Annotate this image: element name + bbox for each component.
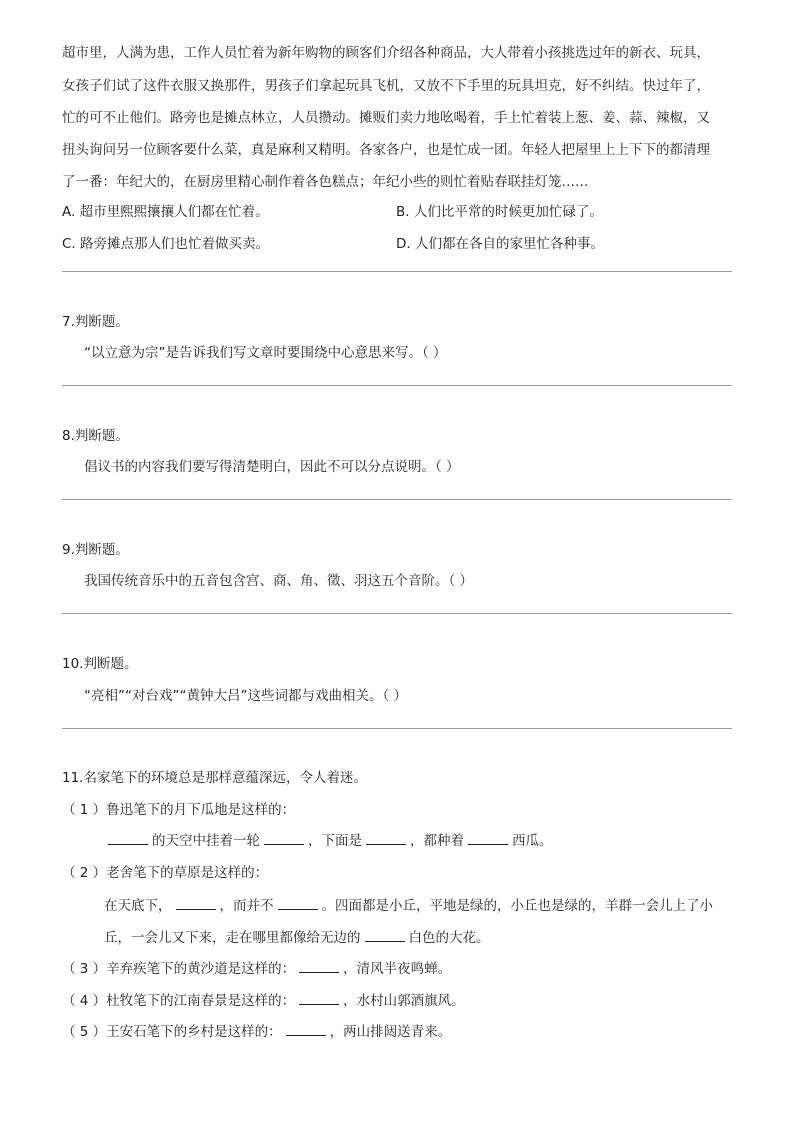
sub-question-label: （ 5 ）王安石笔下的乡村是这样的： — [62, 1024, 282, 1040]
question-title: 7.判断题。 — [62, 314, 129, 330]
fill-line: 的天空中挂着一轮 ，下面是 ，都种着 西瓜。 — [104, 831, 553, 851]
divider — [62, 728, 732, 729]
answer-blank[interactable] — [286, 1023, 326, 1036]
answer-blank[interactable] — [299, 992, 339, 1005]
answer-blank[interactable] — [366, 832, 406, 845]
fill-line: 丘，一会儿又下来，走在哪里都像给无边的 白色的大花。 — [104, 930, 490, 946]
passage-line: 超市里，人满为患，工作人员忙着为新年购物的顾客们介绍各种商品，大人带着小孩挑选过年的新衣、玩具， — [62, 45, 710, 61]
sub-question-label: （ 3 ）辛弃疾笔下的黄沙道是这样的： — [62, 961, 296, 977]
answer-blank[interactable] — [176, 897, 216, 910]
question-body: “以立意为宗”是告诉我们写文章时要围绕中心意思来写。（ ） — [84, 345, 447, 361]
question-title: 11.名家笔下的环境总是那样意蕴深远，令人着迷。 — [62, 770, 367, 786]
fill-line: （ 4 ）杜牧笔下的江南春景是这样的： ，水村山郭酒旗风。 — [62, 993, 465, 1009]
option-a[interactable]: A. 超市里熙熙攘攘人们都在忙着。 — [62, 204, 269, 220]
option-d[interactable]: D. 人们都在各自的家里忙各种事。 — [396, 236, 604, 252]
sub-question-label: （ 1 ）鲁迅笔下的月下瓜地是这样的： — [62, 802, 296, 818]
question-title: 8.判断题。 — [62, 428, 129, 444]
question-title: 9.判断题。 — [62, 542, 129, 558]
answer-blank[interactable] — [278, 897, 318, 910]
fill-line: （ 5 ）王安石笔下的乡村是这样的： ，两山排闼送青来。 — [62, 1024, 452, 1040]
question-body: “亮相”“对台戏”“黄钟大吕”这些词都与戏曲相关。（ ） — [84, 688, 408, 704]
answer-blank[interactable] — [108, 832, 148, 845]
fill-line: 在天底下， ，而并不 。四面都是小丘，平地是绿的，小丘也是绿的，羊群一会儿上了小 — [104, 898, 713, 914]
answer-blank[interactable] — [264, 832, 304, 845]
divider — [62, 385, 732, 386]
passage-line: 扭头询问另一位顾客要什么菜，真是麻利又精明。各家各户，也是忙成一团。年轻人把屋里上上下下的都清理 — [62, 142, 710, 158]
divider — [62, 613, 732, 614]
question-title: 10.判断题。 — [62, 656, 138, 672]
divider — [62, 499, 732, 500]
question-body: 倡议书的内容我们要写得清楚明白，因此不可以分点说明。（ ） — [84, 459, 460, 475]
option-c[interactable]: C. 路旁摊点那人们也忙着做买卖。 — [62, 236, 270, 252]
answer-blank[interactable] — [299, 960, 339, 973]
fill-line: （ 3 ）辛弃疾笔下的黄沙道是这样的： ，清风半夜鸣蝉。 — [62, 961, 452, 977]
answer-blank[interactable] — [468, 832, 508, 845]
sub-question-label: （ 2 ）老舍笔下的草原是这样的： — [62, 865, 269, 881]
passage-line: 忙的可不止他们。路旁也是摊点林立，人员攒动。摊贩们卖力地吆喝着，手上忙着装上葱、姜、蒜、辣椒，又 — [62, 110, 710, 126]
option-b[interactable]: B. 人们比平常的时候更加忙碌了。 — [396, 204, 603, 220]
answer-blank[interactable] — [365, 929, 405, 942]
question-body: 我国传统音乐中的五音包含宫、商、角、徵、羽这五个音阶。（ ） — [84, 573, 474, 589]
passage-line: 女孩子们试了这件衣服又换那件，男孩子们拿起玩具飞机，又放不下手里的玩具坦克，好不纠结。快过年了， — [62, 78, 710, 94]
passage-line: 了一番：年纪大的，在厨房里精心制作着各色糕点；年纪小些的则忙着贴春联挂灯笼…… — [62, 174, 589, 190]
divider — [62, 271, 732, 272]
sub-question-label: （ 4 ）杜牧笔下的江南春景是这样的： — [62, 993, 296, 1009]
